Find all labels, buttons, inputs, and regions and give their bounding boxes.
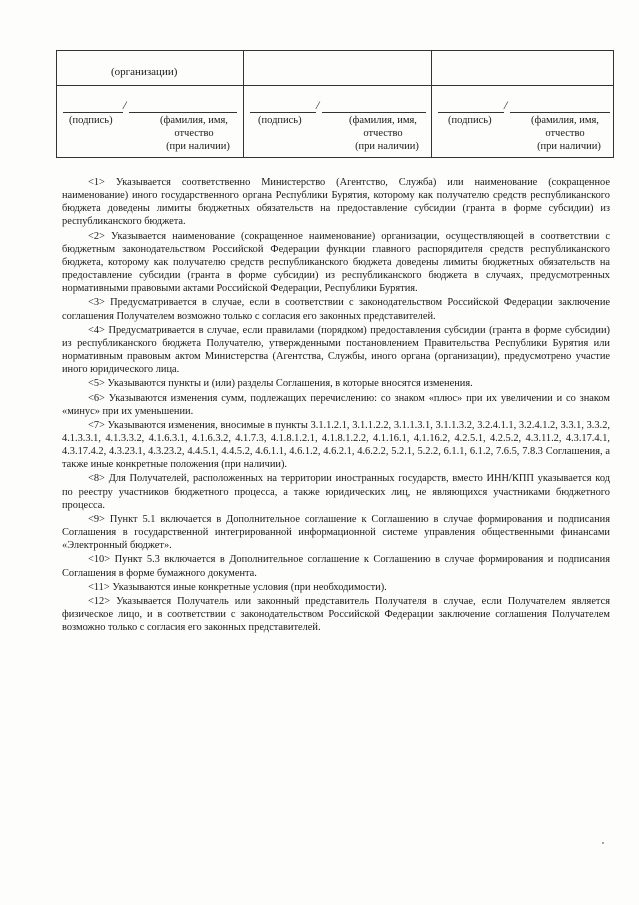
signature-line [438,112,504,113]
fio-caption-line1: (фамилия, имя, [349,115,417,126]
signature-caption: (подпись) [69,115,113,126]
fio-caption-line3: (при наличии) [355,141,419,152]
footnotes [62,176,610,635]
footnote-12: <12> Указывается Получатель или законный представитель Получателя в случае, если Получателем является физическое лицо, и в соответствии с законодательством Российской Федерации заключение соглашения Получателем возможно только с согласия его законных представителей. [62,595,610,634]
footnote-1: <1> Указывается соответственно Министерство (Агентство, Служба) или наименование (сокращенное наименование) иного государственного органа Республики Бурятия, которому как получателю средств республиканского бюджета доведены лимиты бюджетных обязательств на предоставление субсидии (гранта в форме субсидии) из республиканского бюджета. [62,177,610,228]
signature-column-3 [431,51,614,157]
fio-caption-line2: отчество [174,128,214,139]
footnote-4: <4> Предусматривается в случае, если правилами (порядком) предоставления субсидии (гранта в форме субсидии) из республиканского бюджета Получателю, утвержденными постановлением Правительства Республики Бурятия или нормативным правовым актом Министерства (Агентства, Службы, иного органа (организации), предусмотрено участие иного юридического лица. [62,324,610,376]
footnote-10: <10> Пункт 5.3 включается в Дополнительное соглашение к Соглашению в случае формирования и подписания Соглашения в форме бумажного документа. [62,554,610,579]
name-line [510,112,610,113]
footnote-7: <7> Указываются изменения, вносимые в пункты 3.1.1.2.1, 3.1.1.2.2, 3.1.1.3.1, 3.1.1.3.2, 3.2.4.1.1, 3.2.4.1.2, 3.3.1, 3.3.2, 4.1.3.3.1, 4.1.3.3.2, 4.1.6.3.1, 4.1.6.3.2, 4.1.7.3, 4.1.8.1.2.1, 4.1.8.1.2.2, 4.1.16.1, 4.1.16.2, 4.2.5.1, 4.2.5.2, 4.3.11.2, 4.3.17.4.1, 4.3.17.4.2, 4.3.23.1, 4.3.23.2, 4.4.5.1, 4.4.5.2, 4.6.1.1, 4.6.1.2, 4.6.2.1, 4.6.2.2, 5.2.1, 5.2.2, 6.1.1, 6.1.2, 7.6.5, 7.8.3 Соглашения, а также иные конкретные положения (при наличии). [62,419,610,471]
name-line [322,112,426,113]
signature-slash: / [504,98,508,112]
signature-line [250,112,316,113]
signature-table [56,50,614,158]
name-line [129,112,237,113]
footnote-3: <3> Предусматривается в случае, если в соответствии с законодательством Российской Федерации заключение соглашения Получателем возможно только с согласия его законных представителей. [62,297,610,322]
fio-caption-line2: отчество [363,128,403,139]
footnote-5: <5> Указываются пункты и (или) разделы Соглашения, в которые вносятся изменения. [88,378,473,390]
signature-line [63,112,123,113]
fio-caption-line1: (фамилия, имя, [160,115,228,126]
signature-slash: / [123,98,127,112]
fio-caption-line2: отчество [545,128,585,139]
signature-caption: (подпись) [258,115,302,126]
organization-label: (организации) [111,66,178,78]
footnote-8: <8> Для Получателей, расположенных на территории иностранных государств, вместо ИНН/КПП указывается код по реестру участников бюджетного процесса, а также юридических лиц, не являющихся участниками бюджетного процесса. [62,473,610,511]
footnote-9: <9> Пункт 5.1 включается в Дополнительное соглашение к Соглашению в случае формирования и подписания Соглашения в государственной интегрированной информационной системе управления общественными финансами «Электронный бюджет». [62,513,610,552]
scan-speck [602,842,604,844]
fio-caption-line1: (фамилия, имя, [531,115,599,126]
footnote-6: <6> Указываются изменения сумм, подлежащих перечислению: со знаком «плюс» при их увеличении и со знаком «минус» при их уменьшении. [62,392,610,417]
footnote-2: <2> Указывается наименование (сокращенное наименование) организации, осуществляющей в соответствии с бюджетным законодательством Российской Федерации функции главного распорядителя средств республиканского бюджета, которому как получателю средств республиканского бюджета доведены лимиты бюджетных обязательств на предоставление субсидии (гранта в форме субсидии) из республиканского бюджета в случаях, предусмотренных нормативными правовыми актами Российской Федерации, Республики Бурятия. [62,230,610,295]
footnote-11: <11> Указываются иные конкретные условия (при необходимости). [88,581,387,593]
fio-caption-line3: (при наличии) [166,141,230,152]
signature-column-1 [57,51,242,157]
signature-column-2 [243,51,431,157]
fio-caption-line3: (при наличии) [537,141,601,152]
signature-slash: / [316,98,320,112]
signature-caption: (подпись) [448,115,492,126]
